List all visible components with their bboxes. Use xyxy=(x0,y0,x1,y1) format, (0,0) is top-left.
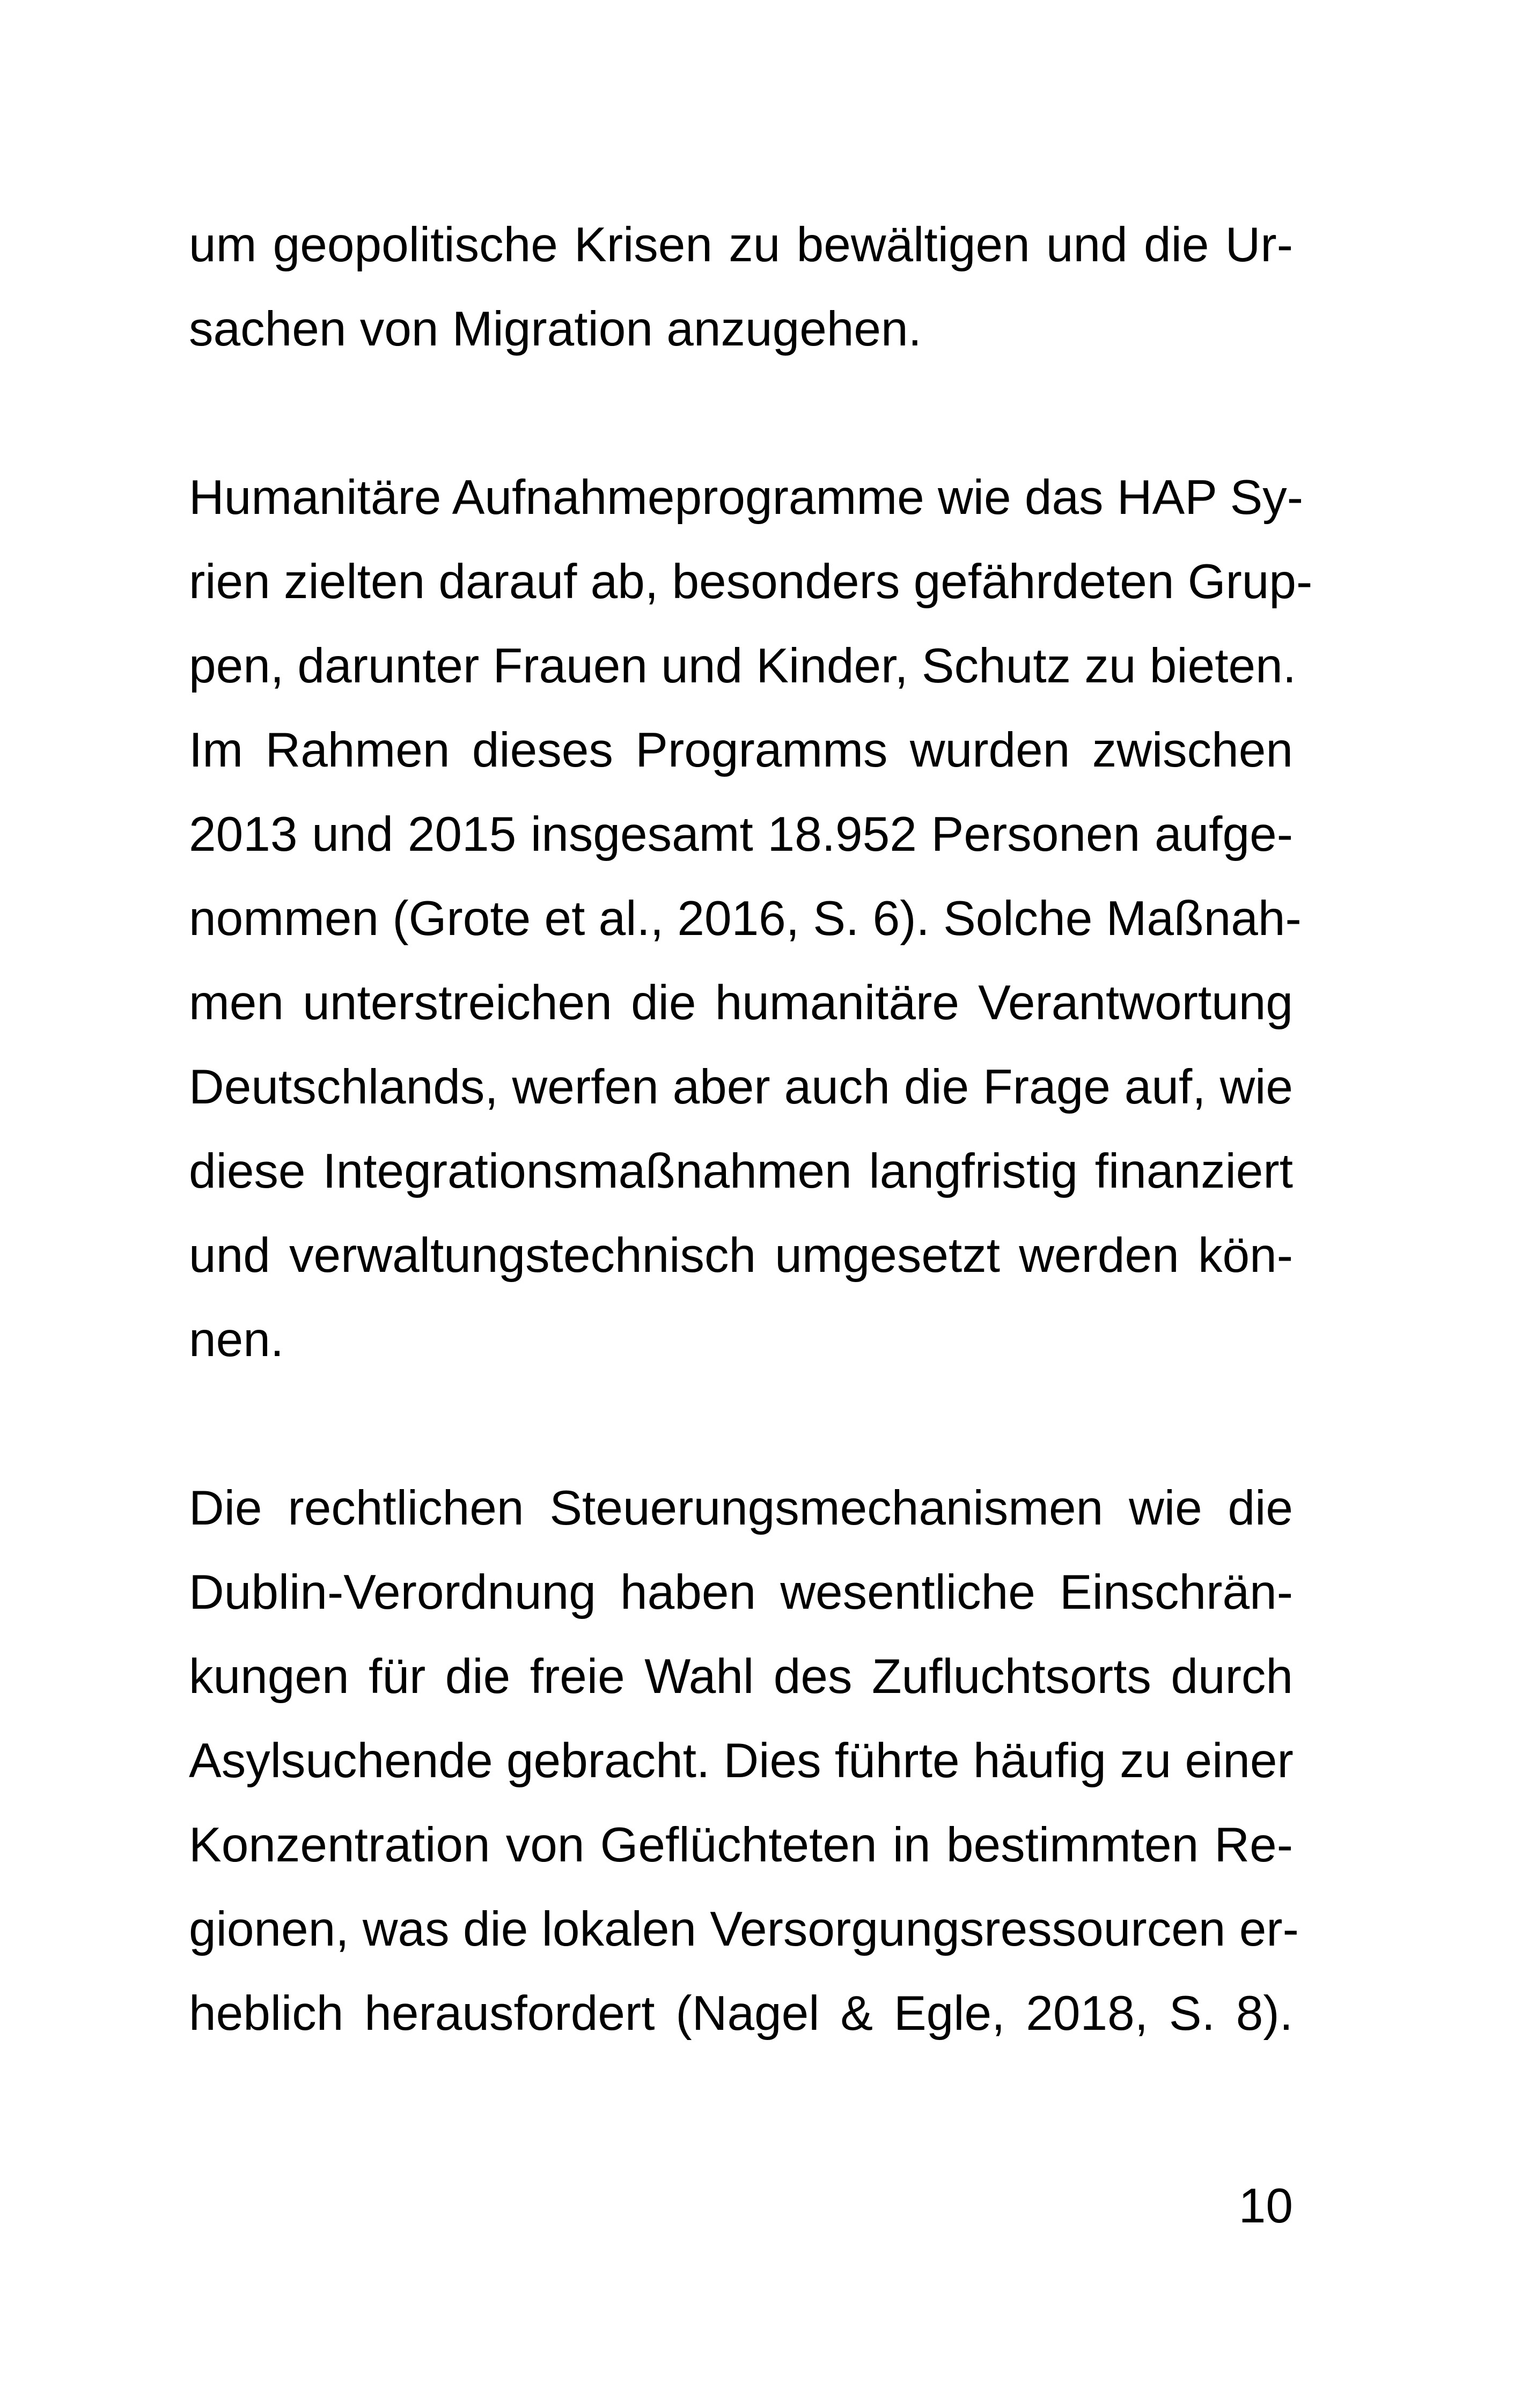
text-line: diese Integrationsmaßnahmen langfristig finanziert xyxy=(189,1144,1293,1198)
paragraph-3 xyxy=(189,1466,1299,2056)
text-line: Asylsuchende gebracht. Dies führte häufig zu einer xyxy=(189,1734,1294,1788)
text-line: um geopolitische Krisen zu bewältigen und die Ur- xyxy=(189,218,1293,272)
paragraph-2 xyxy=(189,455,1313,1382)
text-line: nen. xyxy=(189,1313,284,1367)
text-line: Humanitäre Aufnahmeprogramme wie das HAP Sy- xyxy=(189,470,1304,525)
text-line: Konzentration von Geflüchteten in bestimmten Re- xyxy=(189,1818,1293,1872)
text-line: men unterstreichen die humanitäre Verantwortung xyxy=(189,976,1293,1030)
text-line: kungen für die freie Wahl des Zufluchtsorts durch xyxy=(189,1649,1293,1704)
text-line: Deutschlands, werfen aber auch die Frage auf, wie xyxy=(189,1060,1293,1114)
text-line: Die rechtlichen Steuerungsmechanismen wie die xyxy=(189,1481,1293,1535)
text-line: 2013 und 2015 insgesamt 18.952 Personen aufge- xyxy=(189,807,1293,861)
text-line: sachen von Migration anzugehen. xyxy=(189,302,922,356)
text-line: nommen (Grote et al., 2016, S. 6). Solche Maßnah- xyxy=(189,892,1302,946)
text-line: pen, darunter Frauen und Kinder, Schutz zu bieten. xyxy=(189,639,1297,693)
text-line: Im Rahmen dieses Programms wurden zwischen xyxy=(189,723,1293,777)
paragraph-1 xyxy=(189,203,1293,371)
text-line: heblich herausfordert (Nagel & Egle, 2018, S. 8). xyxy=(189,1986,1293,2041)
text-line: und verwaltungstechnisch umgesetzt werden kön- xyxy=(189,1228,1293,1283)
page-number: 10 xyxy=(1238,2179,1293,2233)
text-line: rien zielten darauf ab, besonders gefährdeten Grup- xyxy=(189,555,1313,609)
text-line: gionen, was die lokalen Versorgungsressourcen er- xyxy=(189,1902,1299,1956)
text-line: Dublin-Verordnung haben wesentliche Einschrän- xyxy=(189,1565,1293,1619)
